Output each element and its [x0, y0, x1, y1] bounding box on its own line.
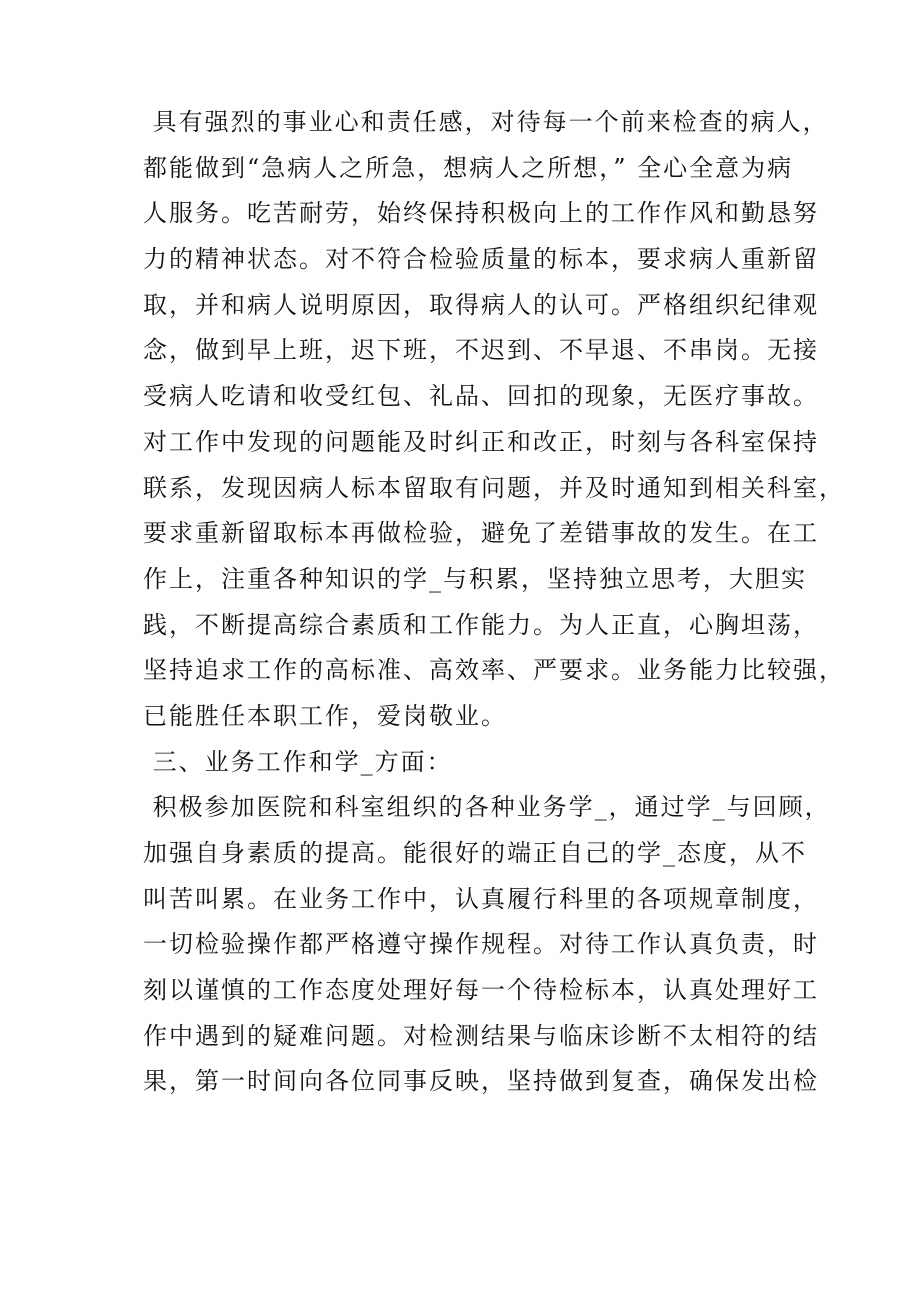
text-line: 果，第一时间向各位同事反映，坚持做到复查，确保发出检 [143, 1067, 819, 1096]
text-line: 叫苦叫累。在业务工作中，认真履行科里的各项规章制度， [143, 884, 819, 913]
text-line: 践，不断提高综合素质和工作能力。为人正直，心胸坦荡， [143, 610, 819, 639]
text-line: 作中遇到的疑难问题。对检测结果与临床诊断不太相符的结 [143, 1021, 819, 1050]
text-line: 念，做到早上班，迟下班，不迟到、不早退、不串岗。无接 [143, 336, 819, 365]
text-line: 具有强烈的事业心和责任感，对待每一个前来检查的病人， [143, 108, 829, 136]
text-line: 力的精神状态。对不符合检验质量的标本，要求病人重新留 [143, 245, 819, 274]
section-heading: 三、业务工作和学_方面： [143, 747, 453, 776]
text-line: 对工作中发现的问题能及时纠正和改正，时刻与各科室保持 [143, 427, 819, 456]
text-line: 坚持追求工作的高标准、高效率、严要求。业务能力比较强， [143, 656, 845, 685]
text-line: 要求重新留取标本再做检验，避免了差错事故的发生。在工 [143, 519, 819, 548]
text-line: 积极参加医院和科室组织的各种业务学_，通过学_与回顾， [143, 793, 831, 822]
text-line: 刻以谨慎的工作态度处理好每一个待检标本，认真处理好工 [143, 976, 819, 1005]
document-body [143, 100, 845, 1105]
text-line: 联系，发现因病人标本留取有问题，并及时通知到相关科室， [143, 473, 845, 502]
text-line: 一切检验操作都严格遵守操作规程。对待工作认真负责，时 [143, 930, 819, 959]
text-line: 都能做到“急病人之所急，想病人之所想，” 全心全意为病 [143, 153, 794, 182]
text-line: 受病人吃请和收受红包、礼品、回扣的现象，无医疗事故。 [143, 382, 819, 411]
text-line: 人服务。吃苦耐劳，始终保持积极向上的工作作风和勤恳努 [143, 199, 819, 228]
text-line: 已能胜任本职工作，爱岗敬业。 [143, 701, 507, 730]
text-line: 取，并和病人说明原因，取得病人的认可。严格组织纪律观 [143, 290, 819, 319]
text-line: 加强自身素质的提高。能很好的端正自己的学_态度，从不 [143, 839, 807, 867]
text-line: 作上，注重各种知识的学_与积累，坚持独立思考，大胆实 [143, 564, 807, 593]
